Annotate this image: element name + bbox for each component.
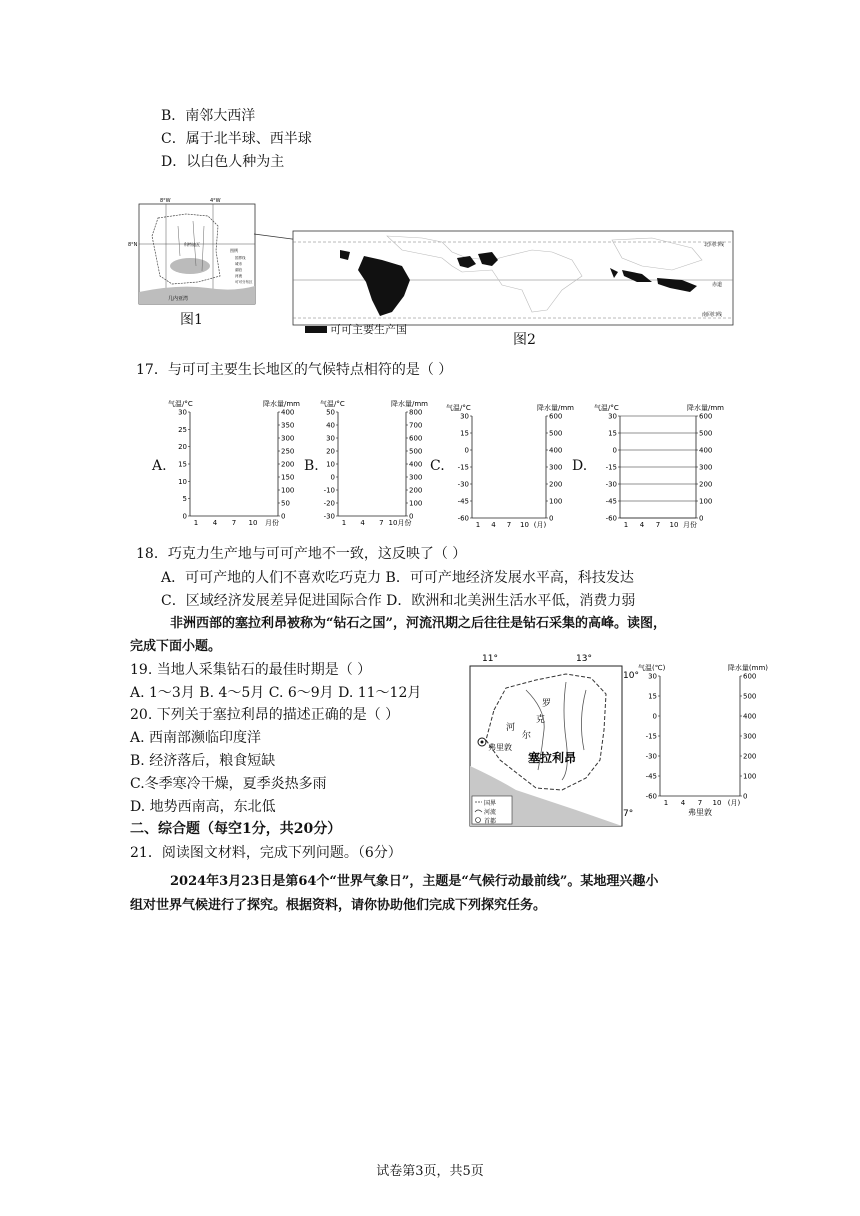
chart-b-rain-tick-label: 100 [409, 499, 423, 508]
freetown-caption: 弗里敦 [688, 808, 712, 817]
climate-chart-a [168, 398, 302, 532]
chart-b-temp-tick-label: 50 [326, 408, 335, 417]
freetown-climate-chart [638, 662, 770, 822]
chart-c-rain-tick-label: 0 [549, 514, 554, 523]
q21-stem: 21．阅读图文材料，完成下列问题。（6分） [130, 845, 402, 861]
chart-a-rain-tick-label: 150 [281, 473, 295, 482]
chart-a-x-tick-label: 10 [248, 519, 258, 527]
chart-a-rain-tick-label: 100 [281, 486, 295, 495]
chart-d-x-tick-label: 10 [669, 521, 679, 529]
intro-line-1: 非洲西部的塞拉利昂被称为“钻石之国”，河流汛期之后往往是钻石采集的高峰。读图， [170, 616, 666, 631]
chart-b-temp-tick-label: -10 [323, 486, 335, 495]
chart-b-rain-tick-label: 400 [409, 460, 423, 469]
chart-d-temp-tick-label: 30 [608, 412, 617, 421]
chart-c-temp-tick-label: 15 [460, 429, 469, 438]
chart-d-x-tick-label: 1 [623, 521, 629, 529]
q17-stem: 17．与可可主要生长地区的气候特点相符的是（ ） [136, 362, 453, 378]
q18-options-ab: A．可可产地的人们不喜欢吃巧克力 B．可可产地经济发展水平高，科技发达 [161, 570, 634, 586]
chart-d-rain-tick-label: 0 [699, 514, 704, 523]
figure-1-label: 图1 [180, 312, 203, 328]
q20-option-d: D. 地势西南高，东北低 [130, 799, 276, 815]
chart-d-temp-title: 气温/°C [594, 404, 619, 412]
chart-d-rain-tick-label: 300 [699, 463, 713, 472]
chart-a-temp-tick-label: 15 [178, 460, 187, 469]
freetown-temp-title: 气温(℃) [638, 664, 666, 672]
chart-d-temp-tick-label: 0 [612, 446, 617, 455]
page-footer: 试卷第3页，共5页 [376, 1164, 484, 1179]
chart-b-temp-tick-label: 20 [326, 447, 335, 456]
fig1-legend-cocoa: 可可分布区 [235, 280, 253, 284]
map-legend-river: 河流 [484, 809, 497, 816]
fig1-legend-river: 河流 [235, 274, 242, 278]
chart-c-temp-tick-label: -60 [457, 514, 469, 523]
chart-d-rain-tick-label: 500 [699, 429, 713, 438]
fig2-legend-swatch [305, 326, 327, 333]
q18-stem: 18．巧克力生产地与可可产地不一致，这反映了（ ） [136, 546, 467, 562]
q16-option-c: C．属于北半球、西半球 [161, 131, 312, 147]
map-river-er: 尔 [522, 731, 532, 741]
chart-b-x-tick-label: 4 [360, 519, 365, 527]
chart-c-rain-tick-label: 200 [549, 480, 563, 489]
fig2-equator: 赤道 [712, 282, 723, 288]
chart-c-x-tick-label: 1 [475, 521, 481, 529]
chart-d-rain-title: 降水量/mm [687, 404, 724, 412]
fig1-gulf: 几内亚湾 [168, 296, 189, 302]
intro-line-2: 完成下面小题。 [130, 639, 222, 654]
fig1-lat-8n: 8°N [128, 242, 138, 248]
freetown-temp-tick-label: -45 [645, 772, 657, 781]
fig1-country: 科特迪瓦 [184, 242, 200, 247]
chart-b-x-tick-label: 10月份 [388, 519, 412, 527]
chart-c-temp-tick-label: 0 [464, 446, 469, 455]
q20-stem: 20. 下列关于塞拉利昂的描述正确的是（ ） [130, 707, 400, 723]
q20-option-a: A. 西南部濒临印度洋 [130, 730, 262, 746]
freetown-temp-tick-label: 0 [652, 712, 657, 721]
freetown-x-tick-label: 1 [663, 799, 669, 807]
chart-a-temp-tick-label: 20 [178, 443, 187, 452]
chart-a-temp-tick-label: 30 [178, 408, 187, 417]
chart-c-temp-tick-label: 30 [460, 412, 469, 421]
chart-b-rain-tick-label: 300 [409, 473, 423, 482]
fig2-legend-label: 可可主要生产国 [330, 323, 407, 336]
q16-option-b: B．南邻大西洋 [161, 108, 256, 124]
chart-a-rain-title: 降水量/mm [263, 400, 300, 408]
chart-d-temp-tick-label: 15 [608, 429, 617, 438]
map-lon-11: 11° [482, 654, 498, 664]
chart-b-temp-tick-label: 30 [326, 434, 335, 443]
map-lat-10: 10° [623, 671, 639, 681]
freetown-rain-tick-label: 300 [743, 732, 757, 741]
chart-c-temp-tick-label: -15 [457, 463, 469, 472]
fig1-legend-title: 图例 [230, 248, 238, 253]
chart-d-rain-tick-label: 200 [699, 480, 713, 489]
fig1-lon-4w: 4°W [210, 198, 221, 204]
chart-c-x-tick-label: 10 [520, 521, 529, 529]
chart-d-x-tick-label: 4 [639, 521, 645, 529]
climate-chart-d [594, 402, 726, 534]
freetown-x-tick-label: 4 [680, 799, 686, 807]
freetown-temp-tick-label: 15 [648, 692, 657, 701]
chart-b-temp-tick-label: 0 [330, 473, 335, 482]
chart-c-temp-title: 气温/°C [446, 404, 471, 412]
map-river-ke: 克 [536, 715, 546, 725]
chart-b-temp-title: 气温/°C [320, 400, 345, 408]
map-river-he: 河 [506, 723, 516, 733]
chart-b-rain-tick-label: 600 [409, 434, 423, 443]
sierra-leone-map [466, 650, 639, 830]
chart-b-rain-tick-label: 200 [409, 486, 423, 495]
freetown-temp-tick-label: -60 [645, 792, 657, 801]
chart-b-temp-tick-label: 40 [326, 421, 335, 430]
freetown-x-tick-label: 10 [712, 799, 722, 807]
chart-b-rain-title: 降水量/mm [391, 400, 428, 408]
chart-d-temp-tick-label: -45 [605, 497, 617, 506]
q18-options-cd: C．区域经济发展差异促进国际合作 D．欧洲和北美洲生活水平低，消费力弱 [161, 593, 636, 609]
q16-option-d: D．以白色人种为主 [161, 154, 285, 170]
chart-a-temp-tick-label: 0 [182, 512, 187, 521]
chart-b-x-tick-label: 7 [379, 519, 384, 527]
freetown-x-tick-label: (月) [727, 799, 741, 807]
freetown-temp-tick-label: -15 [645, 732, 657, 741]
chart-d-temp-tick-label: -15 [605, 463, 617, 472]
chart-d-rain-tick-label: 400 [699, 446, 713, 455]
freetown-rain-tick-label: 100 [743, 772, 757, 781]
map-country-label: 塞拉利昂 [528, 751, 577, 765]
chart-a-temp-tick-label: 25 [178, 425, 187, 434]
climate-chart-b [320, 398, 430, 532]
chart-a-x-tick-label: 月份 [265, 519, 279, 527]
map-lat-7: 7° [623, 809, 634, 819]
chart-d-x-tick-label: 7 [655, 521, 661, 529]
fig2-tropic-capricorn: 南回归线 [702, 312, 723, 318]
map-lon-13: 13° [576, 654, 592, 664]
map-river-luo: 罗 [542, 699, 552, 709]
freetown-rain-tick-label: 600 [743, 672, 757, 681]
chart-b-temp-tick-label: 10 [326, 460, 335, 469]
q17-letter-b: B. [304, 458, 319, 474]
chart-d-rain-tick-label: 100 [699, 497, 713, 506]
fig1-legend-city: 城市 [235, 262, 242, 266]
q17-letter-a: A. [152, 458, 167, 474]
chart-d-temp-tick-label: -60 [605, 514, 617, 523]
q19-options: A. 1～3月 B. 4～5月 C. 6～9月 D. 11～12月 [130, 685, 422, 701]
chart-d-x-tick-label: 月份 [683, 521, 697, 529]
chart-a-rain-tick-label: 350 [281, 421, 295, 430]
figure-2-label: 图2 [513, 332, 536, 348]
chart-c-x-tick-label: (月) [533, 521, 547, 529]
q21-text-1: 2024年3月23日是第64个“世界气象日”，主题是“气候行动最前线”。某地理兴趣小 [170, 874, 659, 889]
map-legend-capital: 首都 [484, 818, 497, 825]
map-legend-border: 国界 [484, 800, 497, 807]
chart-c-rain-tick-label: 600 [549, 412, 563, 421]
chart-b-rain-tick-label: 800 [409, 408, 423, 417]
q20-option-b: B. 经济落后，粮食短缺 [130, 753, 276, 769]
chart-b-rain-tick-label: 700 [409, 421, 423, 430]
chart-c-temp-tick-label: -30 [457, 480, 469, 489]
section-2-heading: 二、综合题（每空1分，共20分） [130, 821, 342, 837]
q20-option-c: C.冬季寒冷干燥，夏季炎热多雨 [130, 776, 327, 792]
chart-b-temp-tick-label: -30 [323, 512, 335, 521]
chart-c-x-tick-label: 4 [491, 521, 496, 529]
chart-c-rain-tick-label: 400 [549, 446, 563, 455]
q19-stem: 19. 当地人采集钻石的最佳时期是（ ） [130, 662, 372, 678]
chart-c-temp-tick-label: -45 [457, 497, 469, 506]
chart-b-rain-tick-label: 0 [409, 512, 414, 521]
freetown-temp-tick-label: 30 [648, 672, 657, 681]
figure-2-world-map [292, 230, 734, 326]
fig1-legend-lake: 湖泊 [235, 268, 242, 272]
chart-a-x-tick-label: 7 [231, 519, 237, 527]
fig1-lon-8w: 8°W [160, 198, 171, 204]
q17-letter-c: C. [430, 458, 445, 474]
freetown-rain-tick-label: 0 [743, 792, 748, 801]
chart-c-x-tick-label: 7 [506, 521, 512, 529]
chart-a-x-tick-label: 1 [193, 519, 199, 527]
chart-c-rain-tick-label: 100 [549, 497, 563, 506]
chart-a-temp-tick-label: 10 [178, 477, 187, 486]
chart-a-x-tick-label: 4 [212, 519, 218, 527]
chart-a-temp-title: 气温/°C [168, 400, 193, 408]
freetown-rain-tick-label: 500 [743, 692, 757, 701]
chart-b-rain-tick-label: 500 [409, 447, 423, 456]
freetown-temp-tick-label: -30 [645, 752, 657, 761]
chart-c-rain-title: 降水量/mm [537, 404, 574, 412]
chart-a-rain-tick-label: 200 [281, 460, 295, 469]
chart-a-rain-tick-label: 250 [281, 447, 295, 456]
chart-b-x-tick-label: 1 [341, 519, 347, 527]
chart-b-temp-tick-label: -20 [323, 499, 335, 508]
chart-c-rain-tick-label: 300 [549, 463, 563, 472]
freetown-x-tick-label: 7 [697, 799, 703, 807]
figure-1-map [128, 196, 256, 308]
freetown-rain-tick-label: 400 [743, 712, 757, 721]
chart-d-temp-tick-label: -30 [605, 480, 617, 489]
freetown-rain-tick-label: 200 [743, 752, 757, 761]
q21-text-2: 组对世界气候进行了探究。根据资料，请你协助他们完成下列探究任务。 [130, 898, 547, 913]
chart-d-rain-tick-label: 600 [699, 412, 713, 421]
chart-a-rain-tick-label: 400 [281, 408, 295, 417]
chart-a-rain-tick-label: 50 [281, 499, 290, 508]
freetown-rain-title: 降水量(mm) [727, 664, 768, 672]
fig2-tropic-cancer: 北回归线 [704, 242, 725, 248]
chart-c-rain-tick-label: 500 [549, 429, 563, 438]
fig1-legend-border: 国界线 [235, 256, 246, 260]
climate-chart-c [446, 402, 576, 534]
q17-letter-d: D. [572, 458, 588, 474]
chart-a-temp-tick-label: 5 [182, 495, 187, 504]
map-capital-label: 弗里敦 [488, 743, 512, 752]
chart-a-rain-tick-label: 0 [281, 512, 286, 521]
chart-a-rain-tick-label: 300 [281, 434, 295, 443]
